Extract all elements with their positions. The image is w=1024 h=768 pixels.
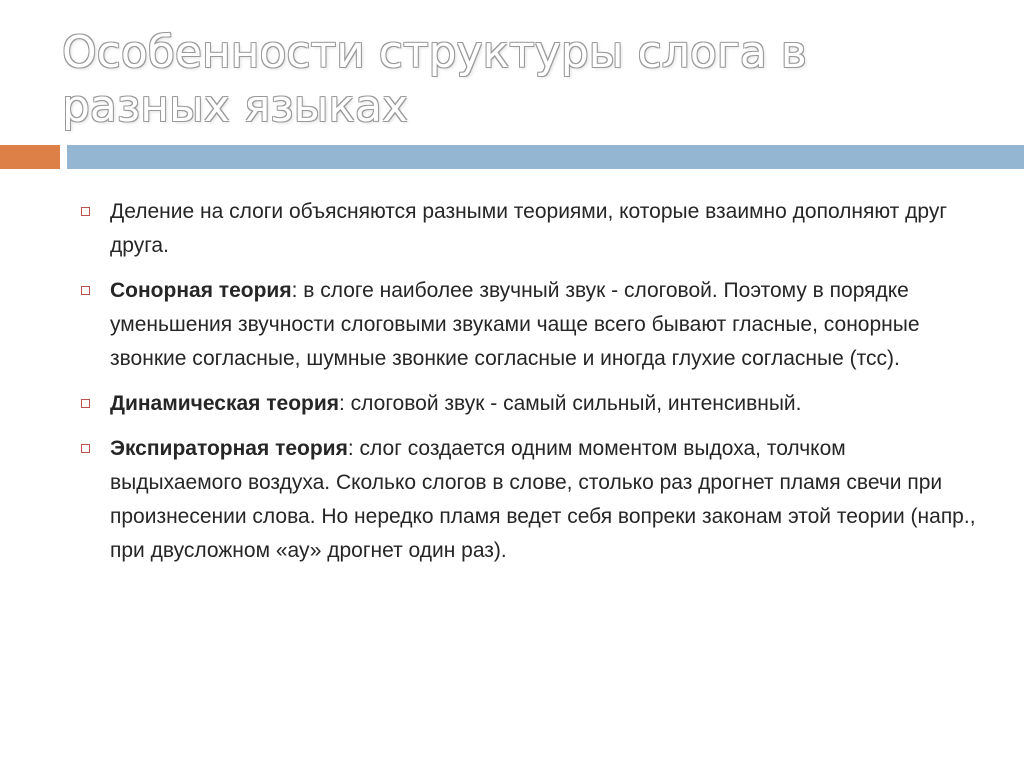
bullet-item-sonority-theory: [80, 274, 980, 376]
bullet-item-division: [80, 195, 980, 263]
bullet-item-expiratory-theory: [80, 432, 980, 568]
bullet-text: : слоговой звук - самый сильный, интенсивный.: [339, 392, 802, 415]
bullet-item-dynamic-theory: [80, 387, 980, 421]
bullet-text: : в слоге наиболее звучный звук - слоговой. Поэтому в порядке уменьшения звучности слоговыми звуками чаще всего бывают гласные, сонорные звонкие согласные, шумные звонкие согласные и иногда глухие согласные (тсс).: [110, 279, 920, 370]
accent-bar-blue: [67, 145, 1024, 169]
bullet-text: : слог создается одним моментом выдоха, толчком выдыхаемого воздуха. Сколько слогов в слове, столько раз дрогнет пламя свечи при произнесении слова. Но нередко пламя ведет себя вопреки законам этой теории (напр., при двусложном «ау» дрогнет один раз).: [110, 437, 976, 562]
square-bullet-icon: [81, 286, 90, 295]
bullet-term: Экспираторная теория: [110, 437, 348, 460]
bullet-list: [80, 195, 980, 579]
square-bullet-icon: [81, 399, 90, 408]
bullet-text: Деление на слоги объясняются разными теориями, которые взаимно дополняют друг друга.: [110, 200, 947, 257]
slide-title: Особенности структуры слога в разных языках: [62, 27, 807, 132]
square-bullet-icon: [81, 207, 90, 216]
bullet-term: Сонорная теория: [110, 279, 292, 302]
accent-bar-orange: [0, 145, 60, 169]
bullet-term: Динамическая теория: [110, 392, 340, 415]
square-bullet-icon: [81, 444, 90, 453]
